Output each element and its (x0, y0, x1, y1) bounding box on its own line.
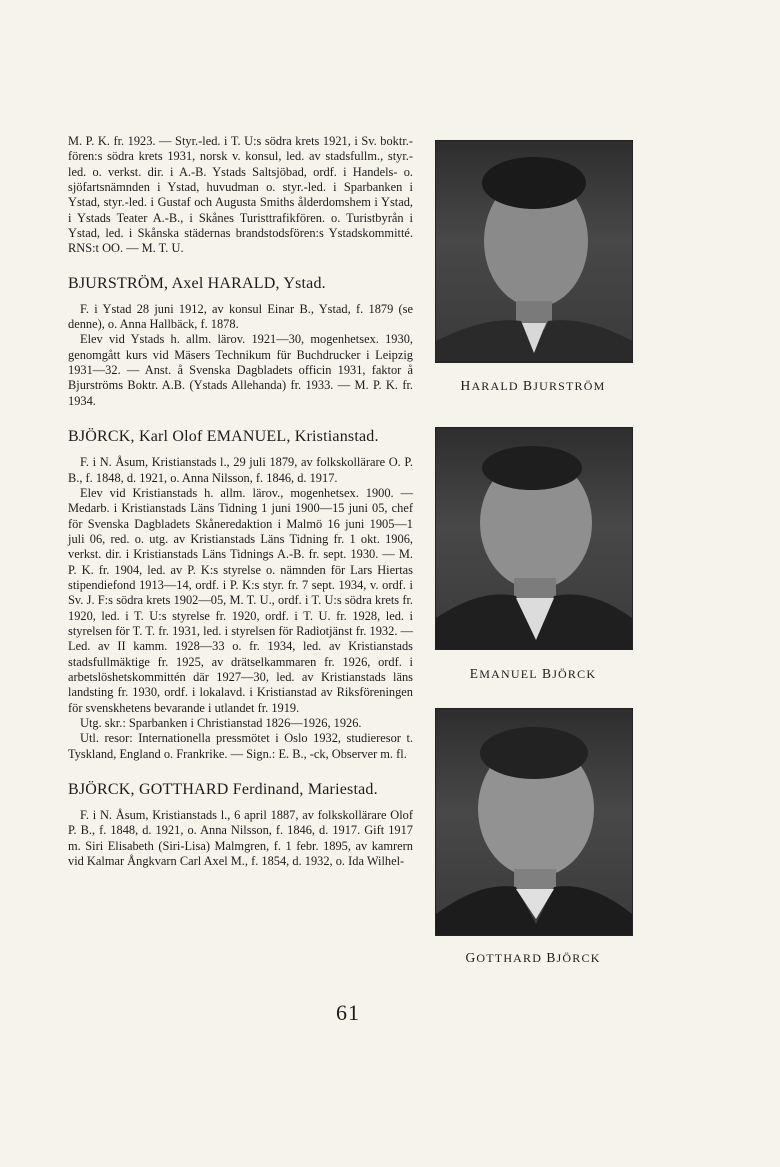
entry-paragraph: F. i N. Åsum, Kristianstads l., 29 juli 1879, av folkskollärare O. P. B., f. 1848, d. 1921, o. Anna Nilsson, f. 1846, d. 1917. (68, 455, 413, 485)
heading-given-name: GOTTHARD (138, 781, 229, 799)
entry-paragraph: Utl. resor: Internationella pressmötet i Oslo 1932, studieresor t. Tyskland, England o. Frankrike. — Sign.: E. B., -ck, Observer m. fl. (68, 731, 413, 761)
heading-prefix: BJÖRCK, (68, 781, 139, 799)
text-column (68, 134, 413, 869)
portrait-illustration (436, 141, 632, 362)
heading-prefix: BJURSTRÖM, Axel (68, 274, 208, 292)
entry-paragraph: Utg. skr.: Sparbanken i Christianstad 1826—1926, 1926. (80, 716, 362, 730)
heading-given-name: HARALD (207, 274, 276, 292)
heading-prefix: BJÖRCK, Karl Olof (68, 428, 207, 446)
heading-given-name: EMANUEL (206, 428, 287, 446)
entry-paragraph: F. i Ystad 28 juni 1912, av konsul Einar B., Ystad, f. 1879 (se denne), o. Anna Hallbäck, f. 1878. (68, 301, 413, 332)
heading-suffix: , Kristianstad. (286, 428, 379, 446)
portrait-photo-emanuel-bjorck (435, 427, 633, 650)
portrait-illustration (436, 428, 632, 649)
entry-paragraph: Elev vid Kristianstads h. allm. lärov., mogenhetsex. 1900. — Medarb. i Kristianstads Läns Tidning 1 juni 1900—15 juni 05, chef för Svenska Dagbladets Skåneredaktion i Malmö 16 juni 1905—1 juli 06, red. o. utg. av Kristianstads Läns Tidning fr. 1 okt. 1906, verkst. dir. i Kristianstads Läns Tidnings A.-B. fr. sept. 1930. — M. P. K. fr. 1904, led. av P. K:s styrelse o. nämnden för Lars Hiertas stipendiefond 1913—14, ordf. i P. K:s styr. fr. 7 sept. 1934, v. ordf. i Sv. J. F:s södra krets 1902—05, M. T. U., ordf. i T. U:s södra krets fr. 1920, led. i T. U:s styrelse fr. 1920, ordf. i T. U. fr. 1928, led. i styrelsen för T. T. fr. 1931, led. i styrelsen för Radiotjänst fr. 1932. — Led. av II kamm. 1928—33 o. fr. 1934, led. av Kristianstads stadsfullmäktige fr. 1925, av drätselkammaren fr. 1926, ordf. i arbetslöshetskommittén där 1927—30, led. av Kristianstads läns landsting fr. 1930, ordf. i lokalavd. i Kristianstad av Riksföreningen för svenskhetens bevarande i utlandet fr. 1919. (68, 485, 413, 715)
heading-suffix: Ferdinand, Mariestad. (228, 781, 378, 799)
caption-harald-bjurstrom: HARALD BJURSTRÖM (460, 378, 606, 393)
entry-heading-bjorck-emanuel (68, 427, 413, 447)
entry-heading-bjurstrom (68, 274, 413, 294)
portrait-illustration (436, 709, 632, 935)
entry-paragraph: Elev vid Ystads h. allm. lärov. 1921—30, mogenhetsex. 1930, genomgått kurs vid Mäsers Technikum für Buchdrucker i Leipzig 1931—32. — Anst. å Svenska Dagbladets officin 1931, faktor å Bjurströms Boktr. A.B. (Ystads Allehanda) fr. 1933. — M. P. K. fr. 1934. (68, 332, 413, 408)
portrait-photo-harald-bjurstrom (435, 140, 633, 363)
caption-gotthard-bjorck: GOTTHARD BJÖRCK (465, 950, 601, 965)
entry-paragraph: F. i N. Åsum, Kristianstads l., 6 april 1887, av folkskollärare Olof P. B., f. 1848, d. 1921, o. Anna Nilsson, f. 1846, d. 1917. Gift 1917 m. Siri Elisabeth (Siri-Lisa) Malmgren, f. 1 febr. 1895, av kamrern vid Kalmar Ångkvarn Carl Axel M., f. 1854, d. 1932, o. Ida Wilhel- (68, 808, 413, 869)
entry-heading-bjorck-gotthard (68, 780, 413, 800)
portrait-photo-gotthard-bjorck (435, 708, 633, 936)
page-number: 61 (336, 1000, 360, 1025)
intro-paragraph: M. P. K. fr. 1923. — Styr.-led. i T. U:s södra krets 1921, i Sv. boktr.-fören:s södra krets 1931, norsk v. konsul, led. av stadsfullm., styr.-led. o. verkst. dir. i A.-B. Ystads Saltsjöbad, ordf. i Handels- o. sjöfartsnämnden i Ystad, huvudman o. styr.-led. i Sparbanken i Ystad, styr.-led. i Gustaf och Augusta Smiths ålderdomshem i Ystad, i Ystads Teater A.-B., i Skånes Turisttrafikfören. o. Turistbyrån i Ystad, led. i Skånska städernas brandstodsfören:s Ystadskommitté. RNS:t OO. — M. T. U. (68, 134, 413, 256)
heading-suffix: , Ystad. (275, 274, 326, 292)
caption-emanuel-bjorck: EMANUEL BJÖRCK (469, 666, 597, 681)
